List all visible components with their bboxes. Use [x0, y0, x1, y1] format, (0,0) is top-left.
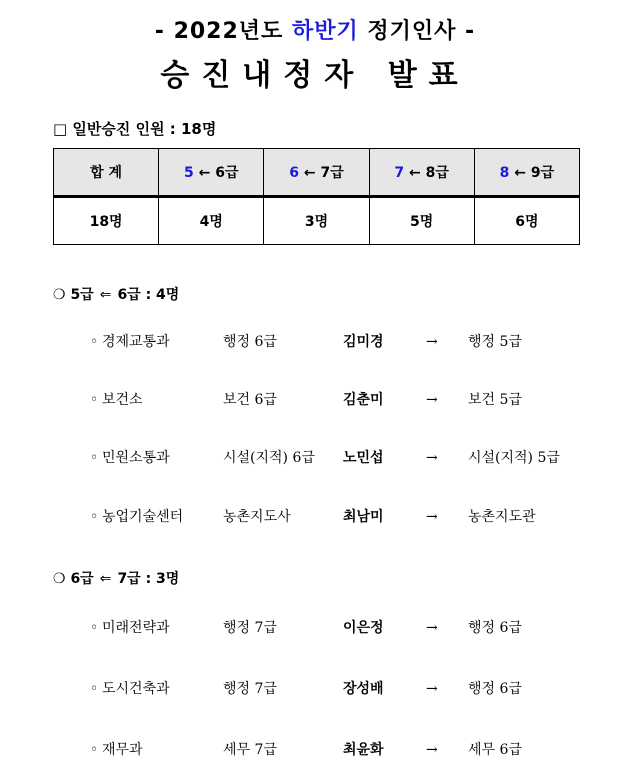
section-heading-6	[53, 568, 179, 588]
department: 미래전략과	[102, 620, 170, 636]
header-level-number: 6	[289, 165, 299, 181]
new-rank: 행정 6급	[468, 620, 522, 636]
summary-table	[53, 148, 580, 245]
current-rank: 보건 6급	[223, 392, 277, 408]
header-level-rest: ← 6급	[193, 165, 239, 181]
header-level-number: 8	[499, 165, 510, 181]
person-name: 김미경	[343, 334, 384, 350]
arrow-right-icon: →	[426, 509, 438, 525]
current-rank: 농촌지도사	[223, 509, 291, 525]
arrow-right-icon: →	[426, 620, 438, 636]
current-rank: 세무 7급	[223, 742, 277, 758]
subtitle-suffix: 정기인사 -	[358, 19, 476, 44]
header-level-rest: ← 9급	[509, 165, 555, 181]
document-subtitle	[0, 14, 630, 45]
header-total: 합 계	[54, 149, 159, 197]
summary-heading: □ 일반승진 인원 : 18명	[53, 120, 217, 138]
arrow-right-icon: →	[426, 742, 438, 758]
new-rank: 행정 5급	[468, 334, 522, 350]
value-level-8: 6명	[474, 197, 579, 245]
subtitle-prefix: - 2022년도	[154, 19, 292, 44]
new-rank: 농촌지도관	[468, 509, 536, 525]
header-level-number: 5	[184, 165, 194, 181]
department: 민원소통과	[102, 450, 170, 466]
section-bullet-icon: ❍	[53, 571, 66, 587]
subtitle-highlight: 하반기	[291, 19, 359, 44]
header-level-5	[159, 149, 264, 197]
list-bullet-icon: ◦	[90, 509, 99, 525]
person-name: 최남미	[343, 509, 384, 525]
list-bullet-icon: ◦	[90, 450, 99, 466]
summary-header-row	[54, 149, 580, 197]
list-bullet-icon: ◦	[90, 620, 99, 636]
department: 경제교통과	[102, 334, 170, 350]
arrow-right-icon: →	[426, 334, 438, 350]
person-name: 이은정	[343, 620, 384, 636]
list-bullet-icon: ◦	[90, 681, 99, 697]
value-level-5: 4명	[159, 197, 264, 245]
arrow-right-icon: →	[426, 681, 438, 697]
new-rank: 세무 6급	[468, 742, 522, 758]
list-bullet-icon: ◦	[90, 742, 99, 758]
person-name: 노민섭	[343, 450, 384, 466]
list-bullet-icon: ◦	[90, 392, 99, 408]
header-level-8	[474, 149, 579, 197]
new-rank: 보건 5급	[468, 392, 522, 408]
value-level-7: 5명	[369, 197, 474, 245]
arrow-right-icon: →	[426, 450, 438, 466]
department: 도시건축과	[102, 681, 170, 697]
header-level-rest: ← 8급	[404, 165, 449, 181]
document-title: 승진내정자 발표	[160, 58, 470, 93]
header-level-number: 7	[394, 165, 405, 181]
new-rank: 행정 6급	[468, 681, 522, 697]
double-arrow-left-icon: ⇐	[99, 287, 112, 303]
department: 보건소	[102, 392, 143, 408]
value-total: 18명	[54, 197, 159, 245]
section-from: 5급	[70, 287, 94, 303]
header-level-6	[264, 149, 369, 197]
section-bullet-icon: ❍	[53, 287, 66, 303]
current-rank: 시설(지적) 6급	[223, 450, 315, 466]
header-level-rest: ← 7급	[298, 165, 344, 181]
arrow-right-icon: →	[426, 392, 438, 408]
header-level-7	[369, 149, 474, 197]
person-name: 장성배	[343, 681, 384, 697]
current-rank: 행정 6급	[223, 334, 277, 350]
list-bullet-icon: ◦	[90, 334, 99, 350]
section-from: 6급	[70, 571, 94, 587]
current-rank: 행정 7급	[223, 681, 277, 697]
department: 재무과	[102, 742, 143, 758]
section-to: 7급 : 3명	[117, 571, 180, 587]
person-name: 최윤화	[343, 742, 384, 758]
double-arrow-left-icon: ⇐	[99, 571, 112, 587]
department: 농업기술센터	[102, 509, 184, 525]
section-heading-5	[53, 284, 179, 304]
new-rank: 시설(지적) 5급	[468, 450, 560, 466]
person-name: 김춘미	[343, 392, 384, 408]
value-level-6: 3명	[264, 197, 369, 245]
section-to: 6급 : 4명	[117, 287, 180, 303]
summary-value-row	[54, 197, 580, 245]
current-rank: 행정 7급	[223, 620, 277, 636]
